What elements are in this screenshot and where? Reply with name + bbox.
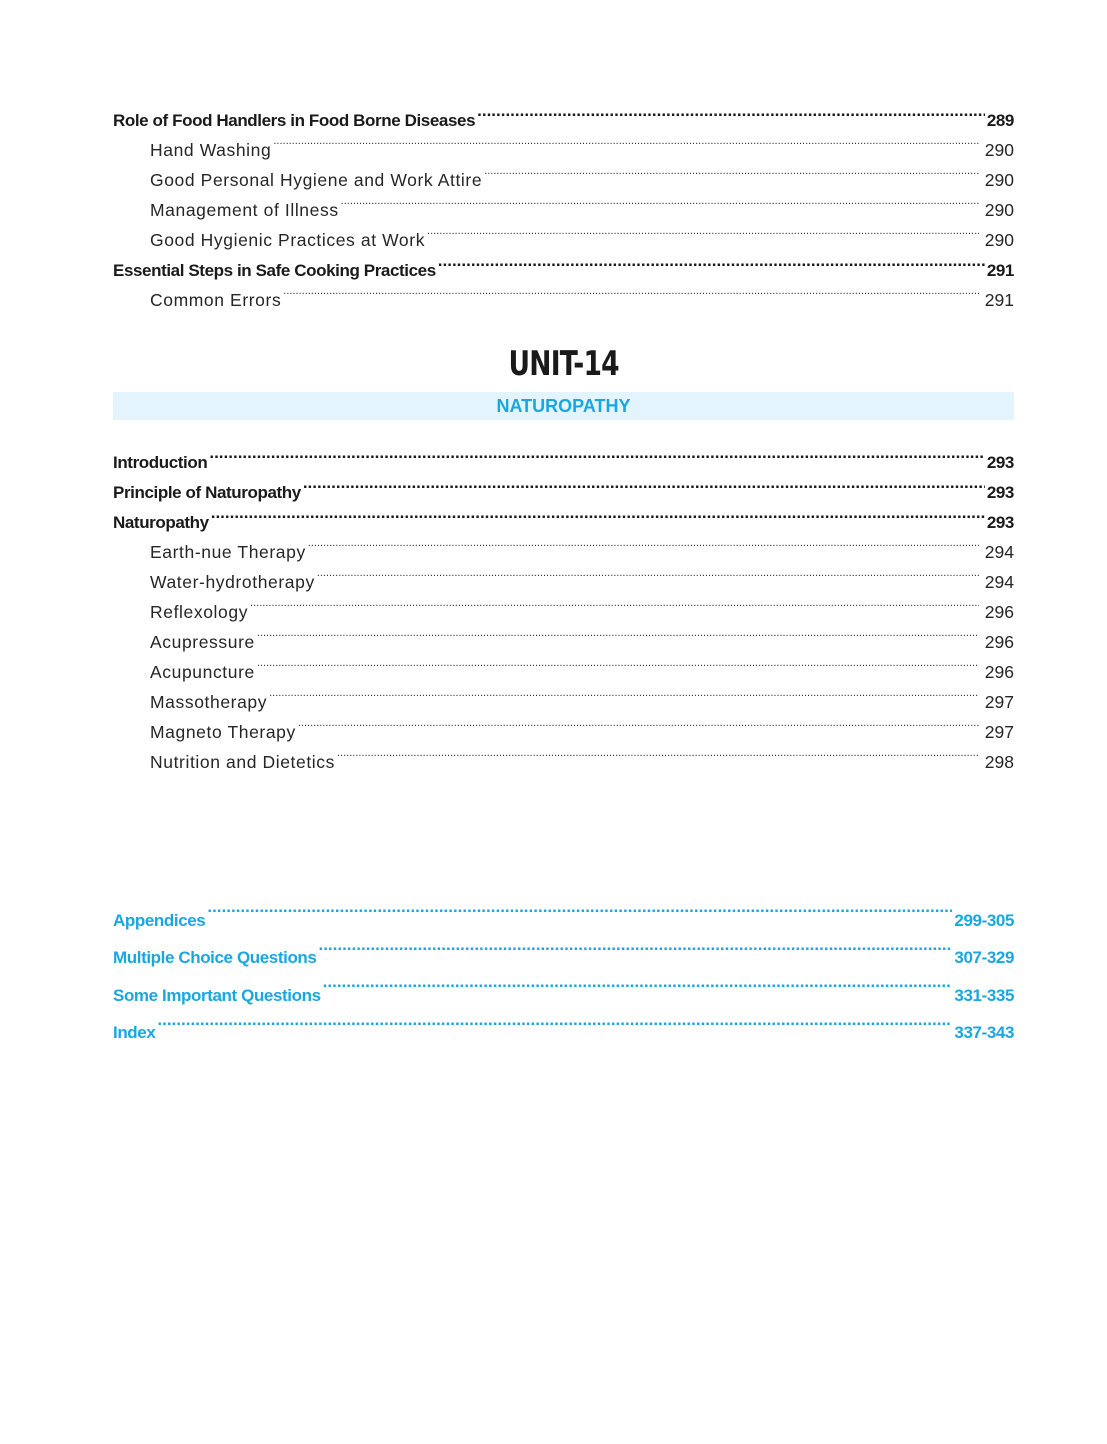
dot-leader xyxy=(341,186,979,216)
toc-entry-page: 290 xyxy=(984,230,1014,250)
dot-leader xyxy=(317,558,979,588)
toc-entry-title: Management of Illness xyxy=(150,200,339,220)
toc-entry-title: Acupressure xyxy=(150,632,255,652)
dot-leader xyxy=(211,498,985,528)
dot-leader xyxy=(298,708,979,738)
unit-title-band: NATUROPATHY xyxy=(113,392,1014,420)
toc-entry-page: 296 xyxy=(984,662,1014,682)
toc-entry-page: 297 xyxy=(984,692,1014,712)
toc-entry-title: Reflexology xyxy=(150,602,249,622)
toc-entry-page: 293 xyxy=(986,513,1014,532)
dot-leader xyxy=(283,276,979,306)
toc-back-matter xyxy=(113,888,1014,1042)
unit-heading xyxy=(113,336,1014,392)
toc-entry-title: Appendices xyxy=(113,910,206,930)
dot-leader xyxy=(308,528,979,558)
toc-entry[interactable] xyxy=(113,96,1014,130)
dot-leader xyxy=(257,618,979,648)
dot-leader xyxy=(484,156,979,186)
toc-entry-page: 294 xyxy=(984,542,1014,562)
unit-number: UNIT-14 xyxy=(508,344,619,384)
toc-entry-title: Magneto Therapy xyxy=(150,722,296,742)
toc-entry-page: 296 xyxy=(984,602,1014,622)
toc-entry-page: 289 xyxy=(986,111,1014,130)
toc-entry[interactable] xyxy=(113,618,1014,652)
toc-entry-title: Good Personal Hygiene and Work Attire xyxy=(150,170,483,190)
toc-entry-page: 293 xyxy=(986,483,1014,502)
toc-entry-title: Acupuncture xyxy=(150,662,255,682)
dot-leader xyxy=(318,926,952,964)
dot-leader xyxy=(157,1001,952,1039)
table-of-contents-page xyxy=(113,96,1014,1042)
spacer xyxy=(113,768,1014,888)
toc-entry[interactable] xyxy=(113,498,1014,532)
dot-leader xyxy=(257,648,979,678)
toc-entry-title: Naturopathy xyxy=(113,513,209,532)
toc-entry-page: 291 xyxy=(986,261,1014,280)
dot-leader xyxy=(209,438,984,468)
toc-entry[interactable] xyxy=(113,888,1014,930)
dot-leader xyxy=(269,678,979,708)
toc-entry-title: Multiple Choice Questions xyxy=(113,948,317,967)
toc-entry-page: 297 xyxy=(984,722,1014,742)
toc-entry-page: 298 xyxy=(984,752,1014,772)
toc-entry-page: 294 xyxy=(984,572,1014,592)
toc-entry-title: Common Errors xyxy=(150,290,282,310)
dot-leader xyxy=(207,888,952,926)
toc-entry-title: Principle of Naturopathy xyxy=(113,483,301,502)
toc-section-naturopathy xyxy=(113,438,1014,772)
toc-entry-title: Good Hygienic Practices at Work xyxy=(150,230,426,250)
toc-entry-page: 290 xyxy=(984,140,1014,160)
toc-entry-title: Essential Steps in Safe Cooking Practices xyxy=(113,261,436,280)
toc-entry-title: Water-hydrotherapy xyxy=(150,572,315,592)
toc-entry[interactable] xyxy=(113,926,1014,967)
dot-leader xyxy=(477,96,985,126)
toc-entry-page: 307-329 xyxy=(954,948,1014,967)
toc-entry-title: Role of Food Handlers in Food Borne Diseases xyxy=(113,111,476,130)
toc-entry-page: 331-335 xyxy=(954,985,1014,1005)
dot-leader xyxy=(427,216,979,246)
toc-entry-page: 337-343 xyxy=(954,1023,1014,1042)
dot-leader xyxy=(303,468,985,498)
toc-entry[interactable] xyxy=(113,438,1014,472)
toc-entry-title: Nutrition and Dietetics xyxy=(150,752,335,772)
toc-entry-page: 296 xyxy=(984,632,1014,652)
toc-entry-title: Index xyxy=(113,1023,156,1042)
toc-entry-page: 293 xyxy=(986,453,1014,472)
toc-entry[interactable] xyxy=(113,1001,1014,1042)
toc-entry-title: Some Important Questions xyxy=(113,985,321,1005)
dot-leader xyxy=(323,963,953,1001)
toc-entry-page: 290 xyxy=(984,170,1014,190)
toc-entry-page: 291 xyxy=(984,290,1014,310)
toc-entry-page: 299-305 xyxy=(954,910,1014,930)
toc-entry[interactable] xyxy=(113,468,1014,502)
toc-entry-page: 290 xyxy=(984,200,1014,220)
toc-entry[interactable] xyxy=(113,528,1014,562)
toc-entry-title: Hand Washing xyxy=(150,140,272,160)
dot-leader xyxy=(250,588,979,618)
dot-leader xyxy=(337,738,979,768)
toc-entry-title: Earth-nue Therapy xyxy=(150,542,306,562)
toc-entry-title: Introduction xyxy=(113,453,208,472)
toc-section-food-safety xyxy=(113,96,1014,310)
dot-leader xyxy=(438,246,985,276)
dot-leader xyxy=(273,126,978,156)
toc-entry-title: Massotherapy xyxy=(150,692,268,712)
